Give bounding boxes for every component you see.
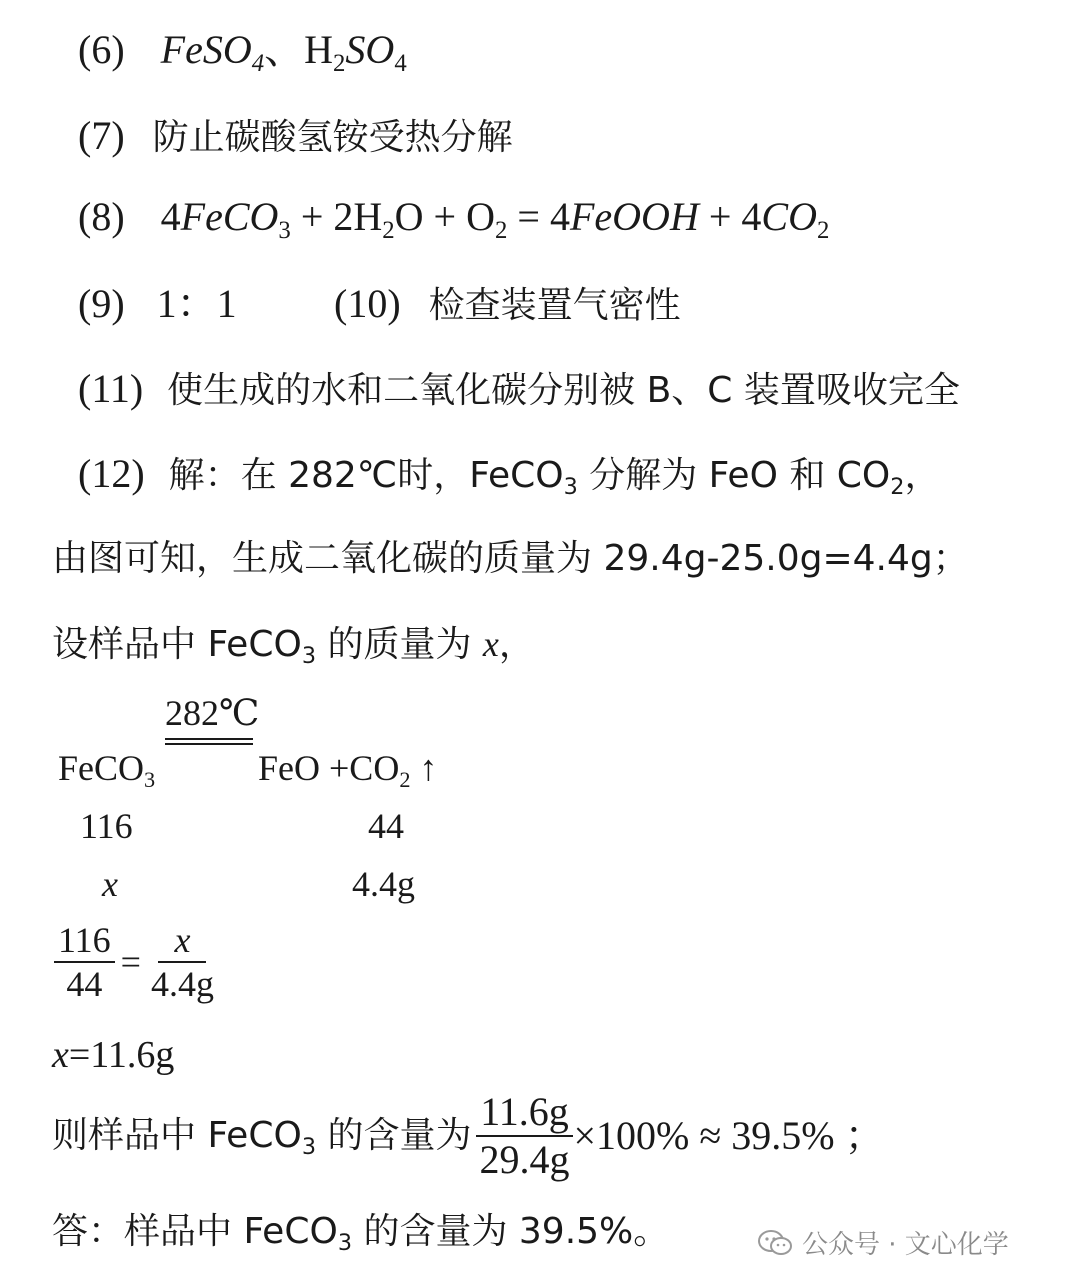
content-prefix: 则样品中 FeCO$_3$ 的含量为	[52, 1115, 472, 1161]
q10-number: (10)	[334, 281, 401, 326]
q8-equation: 4FeCO$_3$ + $2H_2O + O_2$ = 4FeOOH + $4CO_2$	[160, 194, 830, 244]
condition-temperature: 282℃	[165, 693, 260, 733]
unknown-reactant: x	[102, 864, 118, 904]
q7-answer: 防止碳酸氢铵受热分解	[152, 117, 513, 158]
x-result: x=11.6g	[52, 1034, 175, 1076]
q6-formula-1: FeSO$_4$	[160, 27, 265, 77]
wechat-icon	[758, 1230, 792, 1256]
q11-answer: 使生成的水和二氧化碳分别被 B、C 装置吸收完全	[167, 370, 960, 411]
watermark-text: 公众号 · 文心化学	[802, 1230, 1009, 1260]
q11-line	[78, 366, 960, 411]
ratio-right-fraction: $\frac{x}{4.4g}$	[150, 920, 214, 1004]
ratio-left-fraction: $\frac{116}{44}$	[54, 922, 115, 1002]
assume-line: 设样品中 FeCO$_3$ 的质量为 x，	[52, 624, 535, 670]
q11-number: (11)	[78, 366, 144, 411]
ratio-equation: $\frac{116}{44}$ = $\frac{x}{4.4g}$	[54, 922, 218, 1002]
q8-line	[78, 194, 830, 244]
mass-product: 44	[368, 806, 404, 846]
reaction-double-line	[165, 738, 253, 745]
content-line	[52, 1089, 885, 1182]
watermark	[758, 1224, 1009, 1261]
q6-formula-2: $H_2SO_4$	[304, 27, 407, 77]
reaction-condition	[165, 692, 260, 745]
q10-answer: 检查装置气密性	[428, 285, 681, 326]
q8-number: (8)	[78, 194, 125, 239]
q7-number: (7)	[78, 113, 125, 158]
content-suffix: ×100% ≈ 39.5% ；	[573, 1113, 885, 1158]
reaction-products: FeO $+CO_2$ ↑	[258, 748, 438, 793]
q7-line	[78, 113, 513, 158]
q6-line	[78, 27, 407, 77]
content-fraction: $\frac{11.6g}{29.4g}$	[475, 1092, 573, 1180]
q10-block	[334, 281, 681, 326]
q6-number: (6)	[78, 27, 125, 72]
mass-reactant: 116	[80, 806, 133, 846]
answer-line: 答：样品中 FeCO$_3$ 的含量为 39.5%。	[52, 1211, 670, 1257]
known-product: 4.4g	[352, 864, 415, 904]
q9-answer: 1：1	[156, 281, 237, 326]
co2-mass-line: 由图可知，生成二氧化碳的质量为 29.4g-25.0g=4.4g；	[52, 538, 969, 579]
q9-number: (9)	[78, 281, 125, 326]
q6-separator: 、	[264, 27, 305, 72]
q12-text: 解：在 282℃时，FeCO$_3$ 分解为 FeO 和 $CO_2$，	[168, 455, 941, 501]
q12-number: (12)	[78, 451, 145, 496]
gas-arrow-icon: ↑	[419, 748, 438, 788]
q9-q10-line	[78, 281, 237, 326]
q12-line	[78, 451, 941, 501]
reaction-reactant: FeCO$_3$	[58, 748, 156, 793]
